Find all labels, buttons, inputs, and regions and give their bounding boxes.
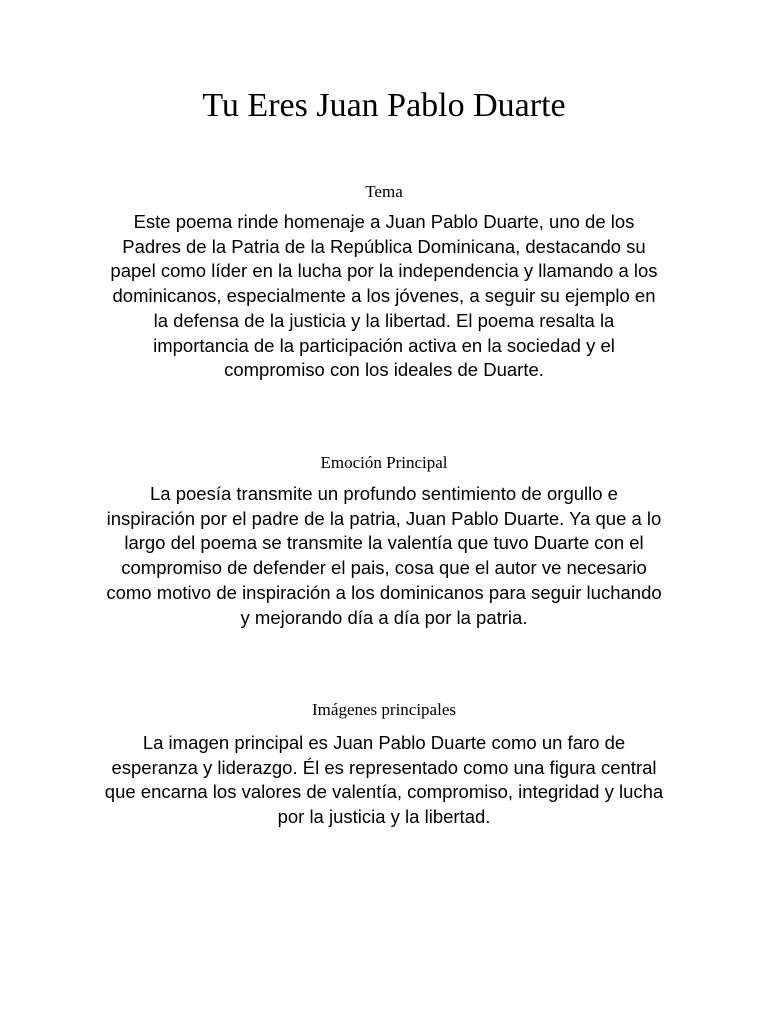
section-body-tema: Este poema rinde homenaje a Juan Pablo Duarte, uno de los Padres de la Patria de la República Dominicana, destacando su papel como líder en la lucha por la independencia y llamando a los dominicanos, especialmente a los jóvenes, a seguir su ejemplo en la defensa de la justicia y la libertad. El poema resalta la importancia de la participación activa en la sociedad y el compromiso con los ideales de Duarte. [110, 211, 658, 381]
section-heading-tema: Tema [365, 182, 403, 201]
document-title: Tu Eres Juan Pablo Duarte [202, 87, 566, 124]
section-body-emocion-principal: La poesía transmite un profundo sentimiento de orgullo e inspiración por el padre de la patria, Juan Pablo Duarte. Ya que a lo largo del poema se transmite la valentía que tuvo Duarte con el compromiso de defender el pais, cosa que el autor ve necesario como motivo de inspiración a los dominicanos para seguir luchando y mejorando día a día por la patria. [106, 483, 662, 628]
section-heading-imagenes-principales: Imágenes principales [312, 700, 456, 719]
section-heading-emocion-principal: Emoción Principal [320, 453, 448, 472]
section-body-imagenes-principales: La imagen principal es Juan Pablo Duarte como un faro de esperanza y liderazgo. Él es representado como una figura central que encarna los valores de valentía, compromiso, integridad y lucha por la justicia y la libertad. [104, 732, 664, 828]
